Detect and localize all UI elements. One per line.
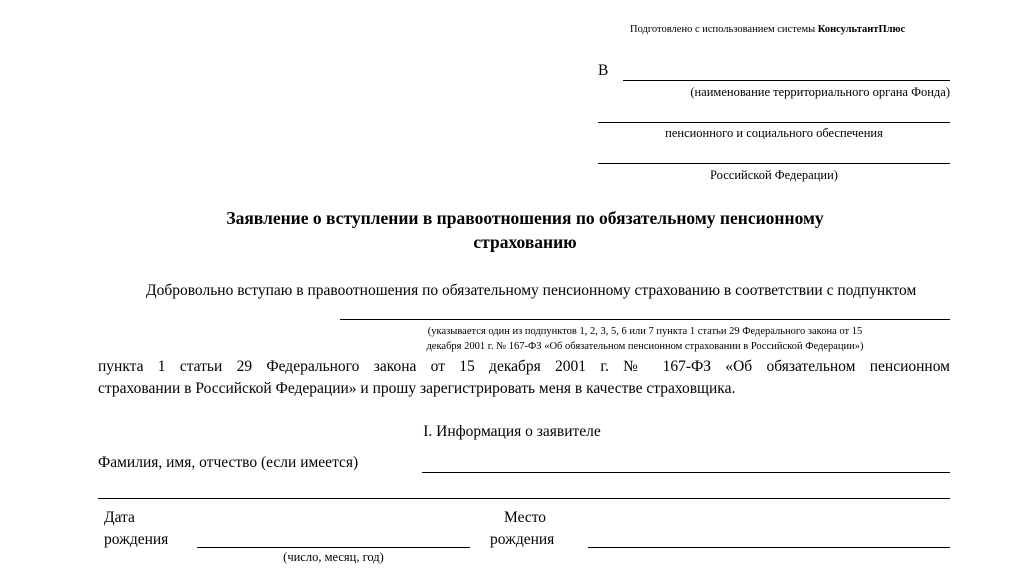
continuation-line-1: пункта 1 статьи 29 Федерального закона от 15 декабря 2001 г. № 167-ФЗ «Об обязательном пенсионном (98, 358, 950, 375)
addressee-line-3[interactable] (598, 163, 950, 164)
full-name-field[interactable] (422, 472, 950, 473)
addressee-line-1[interactable] (623, 80, 950, 81)
birth-date-label-1: Дата (104, 509, 135, 526)
prepared-with-note (630, 24, 905, 35)
birth-place-label-2: рождения (490, 531, 555, 548)
full-name-field-continued[interactable] (98, 498, 950, 499)
addressee-line-2[interactable] (598, 122, 950, 123)
subparagraph-hint-2: декабря 2001 г. № 167-ФЗ «Об обязательном пенсионном страховании в Российской Федерации») (426, 341, 864, 352)
birth-place-field[interactable] (588, 547, 950, 548)
subparagraph-line[interactable] (340, 319, 950, 320)
consultant-brand: КонсультантПлюс (817, 24, 906, 35)
birth-date-label (104, 507, 168, 551)
title-line-1: Заявление о вступлении в правоотношения по обязательному пенсионному (226, 208, 824, 228)
prepared-text: Подготовлено с использованием системы (630, 24, 818, 35)
document-title (120, 206, 930, 254)
addressee-hint-1: (наименование территориального органа Фонда) (690, 85, 950, 99)
birth-date-hint: (число, месяц, год) (283, 550, 384, 564)
birth-place-label (490, 507, 554, 551)
continuation-line-2: страховании в Российской Федерации» и прошу зарегистрировать меня в качестве страховщика. (98, 380, 736, 397)
birth-date-label-2: рождения (104, 531, 169, 548)
addressee-prefix: В (598, 62, 609, 79)
birth-place-label-1: Место (504, 509, 547, 526)
subparagraph-hint (340, 324, 950, 354)
title-line-2: страхованию (473, 232, 577, 252)
section-heading: I. Информация о заявителе (423, 423, 601, 440)
intro-text: Добровольно вступаю в правоотношения по обязательному пенсионному страхованию в соответствии с подпунктом (146, 282, 917, 299)
intro-paragraph (98, 280, 950, 302)
continuation-paragraph (98, 356, 950, 400)
addressee-hint-3: Российской Федерации) (710, 168, 838, 182)
full-name-label: Фамилия, имя, отчество (если имеется) (98, 454, 359, 471)
addressee-hint-2: пенсионного и социального обеспечения (665, 126, 883, 140)
birth-date-field[interactable] (197, 547, 470, 548)
subparagraph-hint-1: (указывается один из подпунктов 1, 2, 3, 5, 6 или 7 пункта 1 статьи 29 Федерального закона от 15 (427, 326, 863, 337)
